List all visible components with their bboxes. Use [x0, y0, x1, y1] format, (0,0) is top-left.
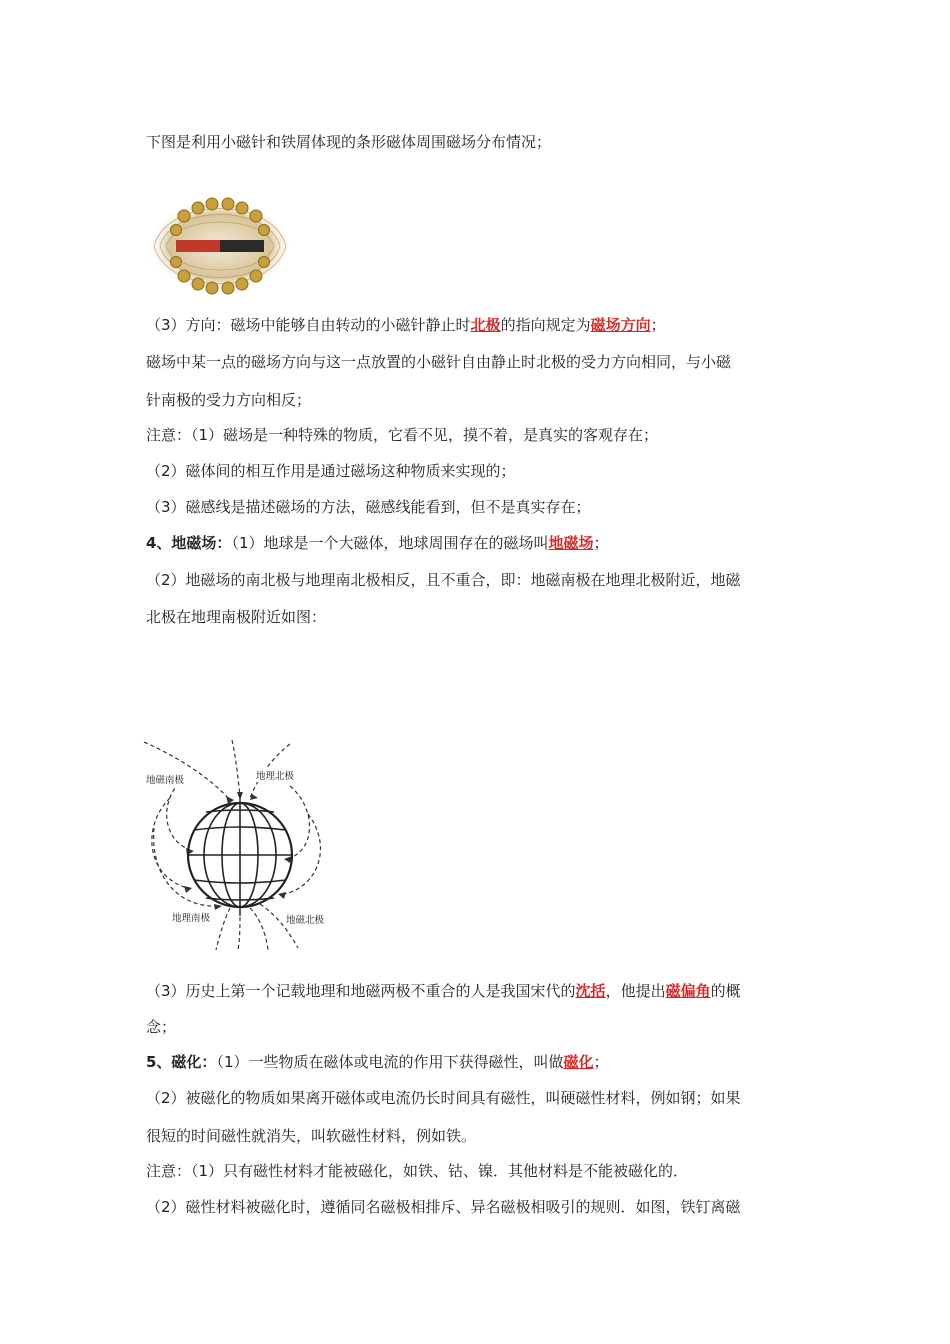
field-direction-line-1: 磁场中某一点的磁场方向与这一点放置的小磁针自由静止时北极的受力方向相同，与小磁: [146, 353, 732, 371]
direction-suffix: ；: [650, 316, 666, 334]
note-b-1: 注意：（1）只有磁性材料才能被磁化，如铁、钴、镍．其他材料是不能被磁化的．: [146, 1162, 689, 1180]
history-suffix: 的概: [710, 982, 741, 1000]
section-heading-geomagnetic: 4、地磁场：: [146, 534, 232, 552]
magnetization-2-line-1: （2）被磁化的物质如果离开磁体或电流仍长时间具有磁性，叫硬磁性材料，例如钢；如果: [146, 1089, 741, 1107]
direction-text: （3）方向：磁场中能够自由转动的小磁针静止时: [146, 316, 471, 334]
section-heading-magnetization: 5、磁化：: [146, 1053, 217, 1071]
magnetization-line: [146, 1052, 609, 1072]
highlight-magnetic-declination: 磁偏角: [665, 982, 711, 1000]
note-1: 注意：（1）磁场是一种特殊的物质，它看不见，摸不着，是真实的客观存在；: [146, 426, 659, 444]
note-2: （2）磁体间的相互作用是通过磁场这种物质来实现的；: [146, 462, 516, 480]
geomagnetic-line: [146, 533, 609, 553]
magnetization-suffix: ；: [593, 1053, 609, 1071]
label-magnetic-north-pole: 地磁北极: [286, 915, 325, 926]
geomagnetic-text: （1）地球是一个大磁体，地球周围存在的磁场叫: [231, 534, 549, 552]
magnetization-2-line-2: 很短的时间磁性就消失，叫软磁性材料，例如铁。: [146, 1127, 477, 1145]
history-text-mid: ，他提出: [605, 982, 666, 1000]
direction-text-mid: 的指向规定为: [500, 316, 591, 334]
intro-text: 下图是利用小磁针和铁屑体现的条形磁体周围磁场分布情况；: [146, 133, 552, 151]
highlight-field-direction: 磁场方向: [590, 316, 651, 334]
geomagnetic-2-line-2: 北极在地理南极附近如图：: [146, 608, 327, 626]
note-3: （3）磁感线是描述磁场的方法，磁感线能看到，但不是真实存在；: [146, 498, 591, 516]
history-text: （3）历史上第一个记载地理和地磁两极不重合的人是我国宋代的: [146, 982, 576, 1000]
highlight-north-pole: 北极: [470, 316, 501, 334]
highlight-shen-kuo: 沈括: [575, 982, 606, 1000]
geomagnetic-2-line-1: （2）地磁场的南北极与地理南北极相反，且不重合，即：地磁南极在地理北极附近，地磁: [146, 571, 741, 589]
direction-line: [146, 315, 666, 335]
earth-magnetic-field-diagram: [140, 738, 336, 952]
highlight-magnetization: 磁化: [563, 1053, 594, 1071]
history-line-2: 念；: [146, 1018, 177, 1036]
field-direction-line-2: 针南极的受力方向相反；: [146, 391, 312, 409]
note-b-2: （2）磁性材料被磁化时，遵循同名磁极相排斥、异名磁极相吸引的规则．如图，铁钉离磁: [146, 1198, 741, 1216]
highlight-geomagnetic-field: 地磁场: [548, 534, 594, 552]
bar-magnet-iron-filings-image: [146, 194, 294, 296]
geomagnetic-suffix: ；: [593, 534, 609, 552]
magnetization-text: （1）一些物质在磁体或电流的作用下获得磁性，叫做: [216, 1053, 564, 1071]
label-geographic-south-pole: 地理南极: [172, 913, 211, 924]
label-magnetic-south-pole: 地磁南极: [146, 775, 185, 786]
history-line: [146, 981, 741, 1001]
label-geographic-north-pole: 地理北极: [256, 771, 295, 782]
